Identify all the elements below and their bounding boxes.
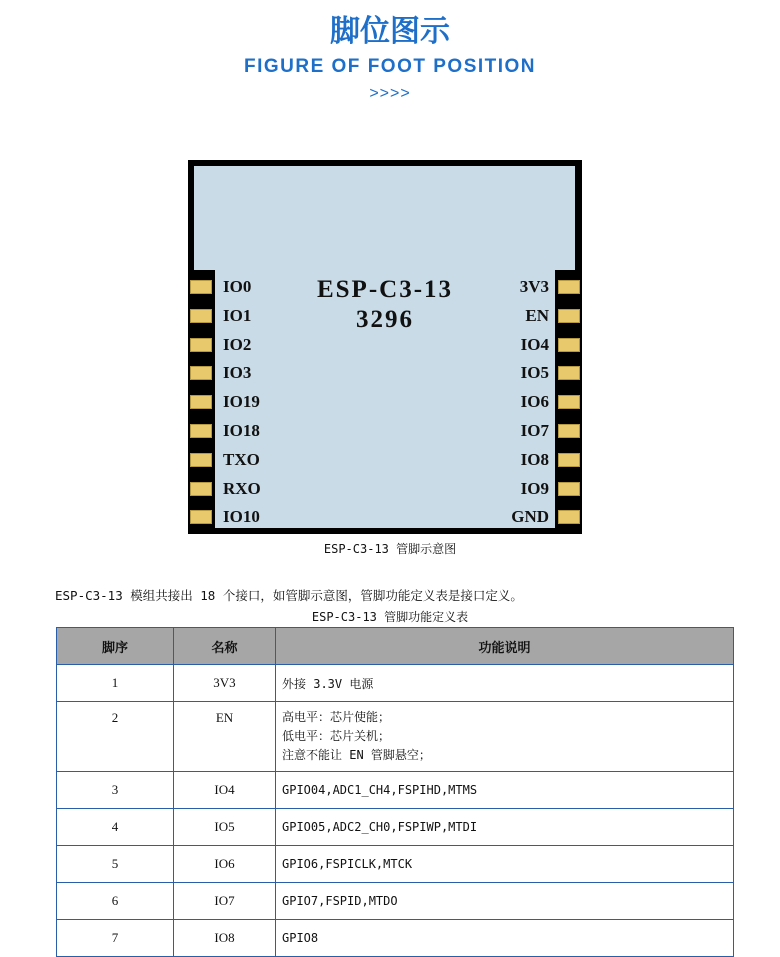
pin-label-right: 3V3 xyxy=(519,277,549,296)
cell-pin-number: 1 xyxy=(57,665,174,702)
pin-label-left: IO2 xyxy=(223,334,252,354)
table-row xyxy=(57,883,734,920)
header-function: 功能说明 xyxy=(276,628,734,665)
cell-pin-number: 2 xyxy=(57,702,174,772)
pin-pad-right xyxy=(558,309,580,323)
pin-pad-right xyxy=(558,453,580,467)
pin-pad-left xyxy=(190,395,212,409)
function-line: GPIO8 xyxy=(282,931,319,945)
cell-pin-number: 4 xyxy=(57,809,174,846)
cell-pin-number: 6 xyxy=(57,883,174,920)
header-pin-number: 脚序 xyxy=(57,628,174,665)
function-line: 外接 3.3V 电源 xyxy=(282,676,374,691)
arrows-decoration: >>>> xyxy=(369,85,411,102)
table-header-row xyxy=(57,628,734,665)
table-row xyxy=(57,772,734,809)
function-line: GPIO7,FSPID,MTDO xyxy=(282,894,398,908)
pin-label-right: IO8 xyxy=(520,449,549,469)
pin-pad-right xyxy=(558,510,580,524)
figure-caption: ESP-C3-13 管脚示意图 xyxy=(323,542,457,556)
cell-pin-number: 5 xyxy=(57,846,174,883)
pin-label-left: TXO xyxy=(223,449,260,469)
pin-label-left: IO10 xyxy=(223,507,260,527)
cell-function xyxy=(276,920,734,957)
pin-label-left: IO3 xyxy=(223,363,252,383)
pin-pad-right xyxy=(558,424,580,438)
pin-pad-left xyxy=(190,338,212,352)
page-title: 脚位图示 xyxy=(330,14,450,49)
pin-pad-left xyxy=(190,453,212,467)
page-subtitle: FIGURE OF FOOT POSITION xyxy=(243,56,537,77)
pin-label-right: IO6 xyxy=(520,392,549,412)
function-line: 高电平：芯片使能； xyxy=(282,710,391,724)
cell-pin-name: IO4 xyxy=(174,772,276,809)
cell-pin-name: IO8 xyxy=(174,920,276,957)
cell-function xyxy=(276,883,734,920)
module-name-label: ESP-C3-13 xyxy=(316,276,454,303)
cell-function xyxy=(276,846,734,883)
cell-pin-number: 3 xyxy=(57,772,174,809)
table-row xyxy=(57,846,734,883)
pin-label-right: IO9 xyxy=(520,478,549,498)
table-row xyxy=(57,920,734,957)
cell-pin-name: EN xyxy=(174,702,276,772)
pin-function-table xyxy=(56,627,734,957)
pin-label-left: IO0 xyxy=(223,277,252,296)
cell-pin-name: 3V3 xyxy=(174,665,276,702)
module-number-label: 3296 xyxy=(356,306,414,333)
module-shield xyxy=(194,166,575,270)
function-line: GPIO05,ADC2_CH0,FSPIWP,MTDI xyxy=(282,820,478,834)
function-line: GPIO04,ADC1_CH4,FSPIHD,MTMS xyxy=(282,783,478,797)
pin-pad-left xyxy=(190,280,212,294)
pin-pad-right xyxy=(558,280,580,294)
table-title: ESP-C3-13 管脚功能定义表 xyxy=(311,610,469,624)
pin-label-right: GND xyxy=(511,507,549,527)
header-pin-name: 名称 xyxy=(174,628,276,665)
cell-pin-number: 7 xyxy=(57,920,174,957)
pin-pad-left xyxy=(190,510,212,524)
cell-function xyxy=(276,772,734,809)
pin-label-left: RXO xyxy=(223,478,261,498)
pin-label-right: IO4 xyxy=(520,334,549,354)
pin-label-right: EN xyxy=(525,305,549,325)
table-row xyxy=(57,665,734,702)
function-line: 注意不能让 EN 管脚悬空； xyxy=(282,748,431,762)
pin-pad-left xyxy=(190,424,212,438)
pin-pad-left xyxy=(190,309,212,323)
cell-function xyxy=(276,809,734,846)
pin-pad-right xyxy=(558,482,580,496)
cell-pin-name: IO5 xyxy=(174,809,276,846)
pin-pad-left xyxy=(190,482,212,496)
cell-pin-name: IO6 xyxy=(174,846,276,883)
pin-label-left: IO19 xyxy=(223,392,260,412)
pin-pad-right xyxy=(558,338,580,352)
cell-function xyxy=(276,702,734,772)
pin-pad-right xyxy=(558,366,580,380)
pin-pad-left xyxy=(190,366,212,380)
cell-function xyxy=(276,665,734,702)
table-row xyxy=(57,702,734,772)
pin-label-right: IO7 xyxy=(520,421,549,440)
cell-pin-name: IO7 xyxy=(174,883,276,920)
pin-pad-right xyxy=(558,395,580,409)
pin-label-left: IO18 xyxy=(223,421,260,440)
pin-label-left: IO1 xyxy=(223,305,252,325)
pin-label-right: IO5 xyxy=(520,363,549,383)
table-row xyxy=(57,809,734,846)
function-line: GPIO6,FSPICLK,MTCK xyxy=(282,857,413,871)
table-body xyxy=(57,665,734,957)
intro-text: ESP-C3-13 模组共接出 18 个接口，如管脚示意图，管脚功能定义表是接口定义。 xyxy=(55,588,523,603)
function-line: 低电平：芯片关机； xyxy=(282,729,391,743)
